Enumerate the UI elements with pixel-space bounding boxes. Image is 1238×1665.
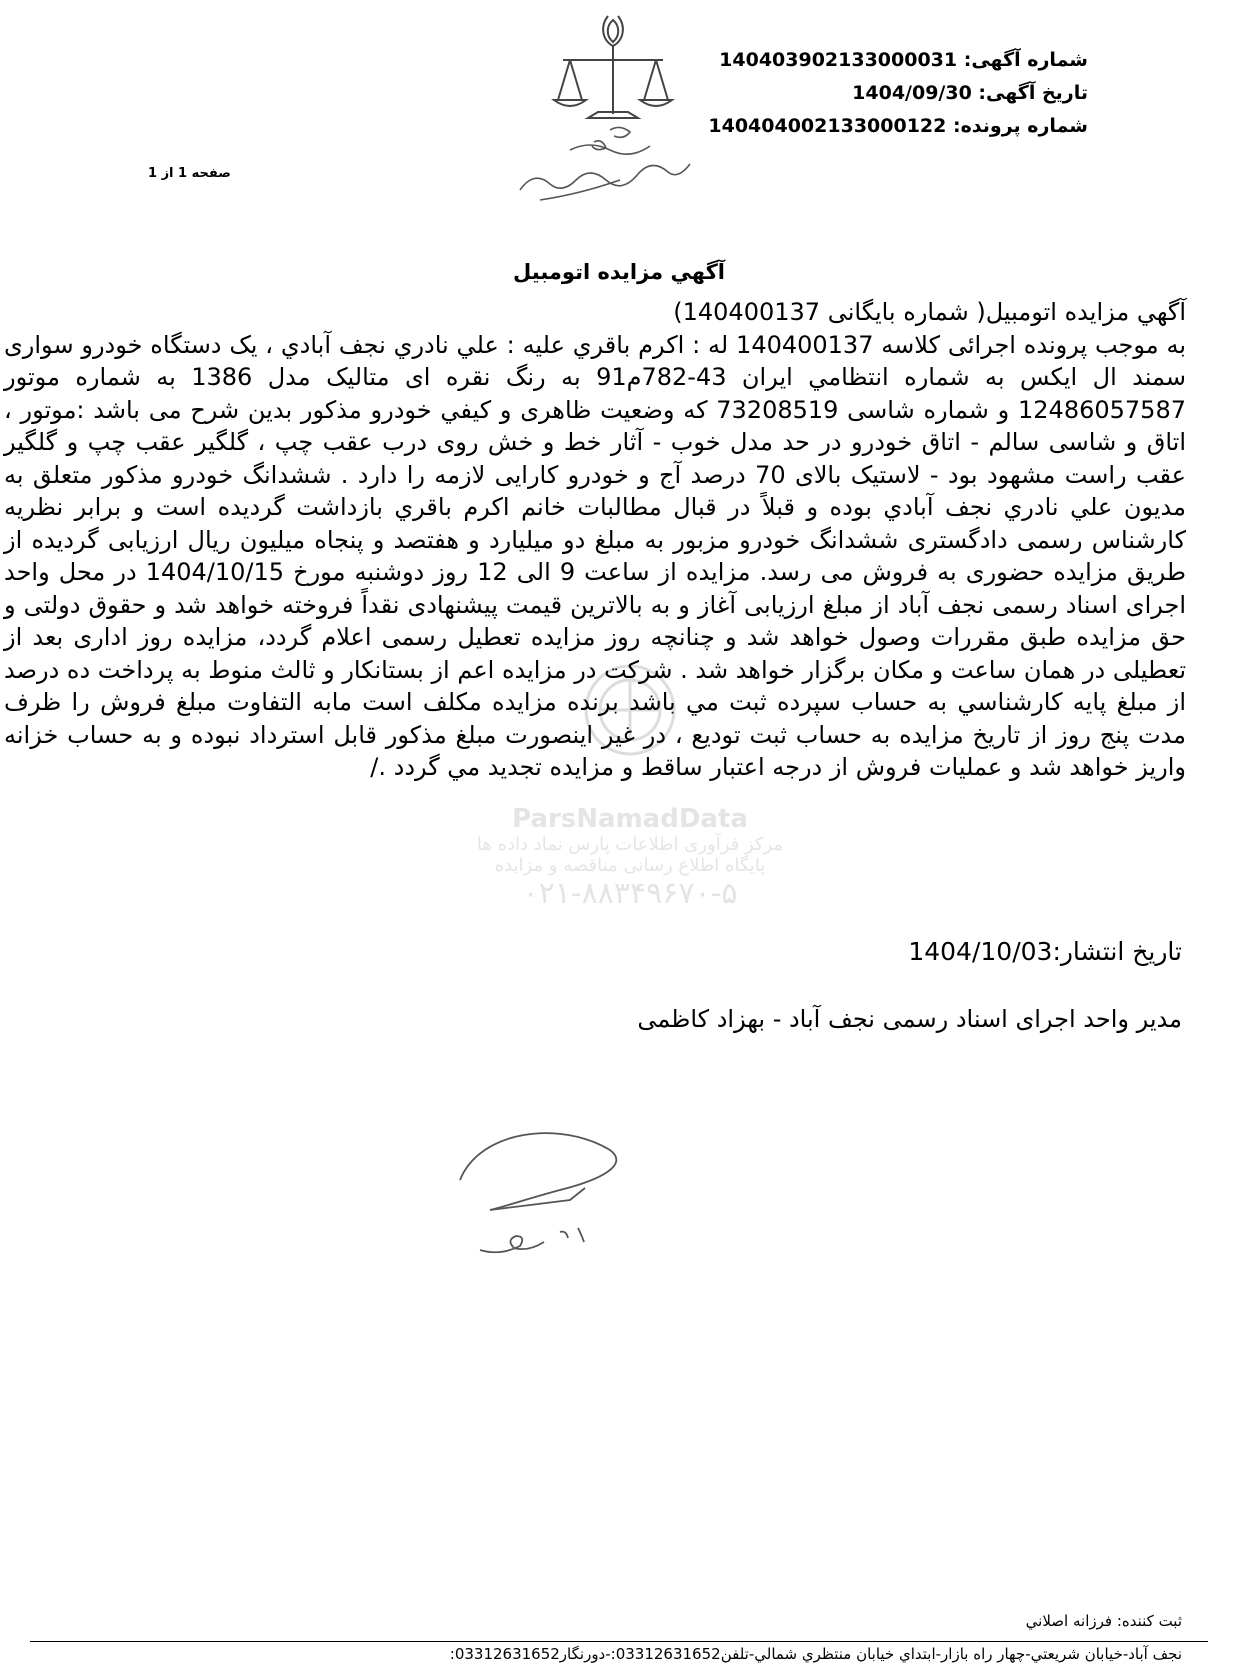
handwritten-signature-icon	[450, 1110, 640, 1260]
notice-number: شماره آگهی: 140403902133000031	[719, 49, 1088, 71]
footer-divider	[30, 1641, 1208, 1642]
watermark-portal: پایگاه اطلاع رسانی مناقصه و مزایده	[494, 855, 766, 876]
notice-metadata	[708, 44, 1088, 143]
watermark-brand: ParsNamadData	[512, 804, 748, 834]
notice-body	[4, 296, 1186, 784]
judiciary-emblem-icon	[548, 12, 678, 132]
document-title: آگهي مزايده اتومبيل	[513, 260, 725, 284]
watermark-center: مرکز فرآوری اطلاعات پارس نماد داده ها	[476, 834, 784, 855]
notice-paragraph: به موجب پرونده اجرائی کلاسه 140400137 له : اکرم باقري عليه : علي نادري نجف آبادي ، يک دستگاه خودرو سواری سمند ال ايکس به شماره انتظامي ايران 43-782م91 به رنگ نقره ای متاليک مدل 1386 به شماره موتور 12486057587 و شماره شاسی 73208519 که وضعيت ظاهری و کيفي خودرو مذکور بدين شرح می باشد :موتور ، اتاق و شاسی سالم - اتاق خودرو در حد مدل خوب - آثار خط و خش روی درب عقب چپ ، گلگير عقب چپ و گلگير عقب راست مشهود بود - لاستيک بالای 70 درصد آج و خودرو کارايی لازمه را دارد . ششدانگ خودرو مذکور متعلق به مديون علي نادري نجف آبادي بوده و قبلاً در قبال مطالبات خانم اکرم باقري بازداشت گرديده است و برابر نظريه کارشناس رسمی دادگستری ششدانگ خودرو مزبور به مبلغ دو ميليارد و هفتصد و پنجاه ميليون ريال ارزيابی گرديده از طريق مزايده حضوری به فروش می رسد. مزايده از ساعت 9 الی 12 روز دوشنبه مورخ 1404/10/15 در محل واحد اجرای اسناد رسمی نجف آباد از مبلغ ارزيابی آغاز و به بالاترين قيمت پيشنهادی نقداً فروخته خواهد شد و حقوق دولتی و حق مزايده طبق مقررات وصول خواهد شد و چنانچه روز مزايده تعطيل رسمی اعلام گردد، مزايده روز اداری بعد از تعطيلی در همان ساعت و مکان برگزار خواهد شد . شرکت در مزايده اعم از بستانکار و ثالث منوط به پرداخت ده درصد از مبلغ پايه کارشناسي به حساب سپرده ثبت مي باشد برنده مزايده مکلف است مابه التفاوت مبلغ فروش را ظرف مدت پنج روز از تاريخ مزايده به حساب ثبت توديع ، در غير اينصورت مبلغ مذکور قابل استرداد نبوده و به حساب خزانه واريز خواهد شد و عمليات فروش از درجه اعتبار ساقط و مزايده تجديد مي گردد ./	[4, 330, 1187, 781]
notice-subtitle: آگهي مزايده اتومبيل( شماره بایگانی 140400137)	[673, 298, 1186, 326]
manager-signature-line: مدير واحد اجرای اسناد رسمی نجف آباد - بهزاد کاظمی	[637, 1005, 1182, 1033]
file-number: شماره پرونده: 140404002133000122	[708, 115, 1088, 137]
watermark-phone: ۰۲۱-۸۸۳۴۹۶۷۰-۵	[522, 876, 738, 911]
notice-date: تاریخ آگهی: 1404/09/30	[852, 82, 1088, 104]
registrar: ثبت کننده: فرزانه اصلاني	[1025, 1612, 1182, 1630]
footer-address: نجف آباد-خيابان شريعتي-چهار راه بازار-ابتداي خيابان منتظري شمالي-تلفن03312631652:-دورنگار03312631652:	[449, 1645, 1182, 1663]
page-indicator: صفحه 1 از 1	[148, 166, 231, 181]
publish-date: تاریخ انتشار:1404/10/03	[908, 937, 1182, 966]
organization-seal-icon	[510, 120, 700, 210]
